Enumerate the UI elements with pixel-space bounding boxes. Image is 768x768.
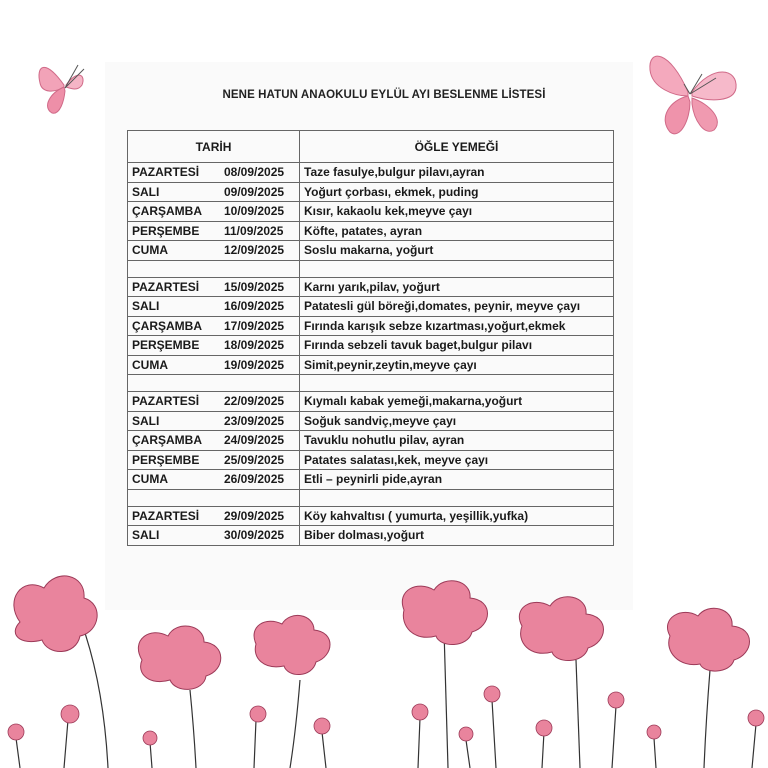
day-name: SALI [132,413,160,428]
day-name: SALI [132,528,160,543]
week-separator-row [128,260,614,277]
menu-table-body [128,163,614,546]
meal-cell: Tavuklu nohutlu pilav, ayran [300,431,614,451]
day-name: CUMA [132,243,168,258]
date-value: 30/09/2025 [224,528,285,543]
date-cell [128,411,300,431]
date-cell [128,277,300,297]
meal-cell: Kıymalı kabak yemeği,makarna,yoğurt [300,392,614,412]
table-row [128,336,614,356]
table-row [128,221,614,241]
day-name: PERŞEMBE [132,223,200,238]
meal-cell: Karnı yarık,pilav, yoğurt [300,277,614,297]
table-row [128,392,614,412]
date-value: 09/09/2025 [224,184,285,199]
table-row [128,163,614,183]
table-row [128,526,614,546]
date-cell [128,450,300,470]
date-column-header: TARİH [128,131,300,163]
date-value: 15/09/2025 [224,279,285,294]
table-row [128,297,614,317]
date-cell [128,526,300,546]
date-cell [128,221,300,241]
table-row [128,277,614,297]
week-separator-row [128,489,614,506]
day-name: ÇARŞAMBA [132,318,202,333]
table-row [128,431,614,451]
butterfly-left-icon [34,55,94,117]
date-value: 24/09/2025 [224,433,285,448]
day-name: ÇARŞAMBA [132,204,202,219]
date-cell [128,202,300,222]
day-name: SALI [132,299,160,314]
meal-cell: Fırında sebzeli tavuk baget,bulgur pilavı [300,336,614,356]
day-name: PERŞEMBE [132,338,200,353]
day-name: PAZARTESİ [132,394,200,409]
date-cell [128,506,300,526]
meal-cell: Etli – peynirli pide,ayran [300,470,614,490]
table-row [128,506,614,526]
flowers-decoration [0,560,768,768]
date-cell [128,297,300,317]
date-cell [128,355,300,375]
day-name: PAZARTESİ [132,279,200,294]
date-cell [128,163,300,183]
date-cell [128,470,300,490]
week-separator-row [128,375,614,392]
meal-cell: Simit,peynir,zeytin,meyve çayı [300,355,614,375]
table-row [128,316,614,336]
meal-cell: Köfte, patates, ayran [300,221,614,241]
date-cell [128,182,300,202]
date-value: 26/09/2025 [224,472,285,487]
day-name: PERŞEMBE [132,452,200,467]
table-header-row [128,131,614,163]
page-title: NENE HATUN ANAOKULU EYLÜL AYI BESLENME LİSTESİ [222,89,546,101]
menu-table [127,130,614,546]
meal-cell: Taze fasulye,bulgur pilavı,ayran [300,163,614,183]
date-cell [128,241,300,261]
meal-cell: Soslu makarna, yoğurt [300,241,614,261]
day-name: PAZARTESİ [132,165,200,180]
date-value: 19/09/2025 [224,357,285,372]
day-name: CUMA [132,472,168,487]
date-cell [128,316,300,336]
date-value: 23/09/2025 [224,413,285,428]
meal-cell: Köy kahvaltısı ( yumurta, yeşillik,yufka) [300,506,614,526]
date-cell [128,392,300,412]
table-row [128,202,614,222]
date-value: 29/09/2025 [224,508,285,523]
date-cell [128,336,300,356]
meal-cell: Kısır, kakaolu kek,meyve çayı [300,202,614,222]
day-name: PAZARTESİ [132,508,200,523]
meal-cell: Biber dolması,yoğurt [300,526,614,546]
table-row [128,450,614,470]
meal-column-header: ÖĞLE YEMEĞİ [300,131,614,163]
table-row [128,355,614,375]
date-value: 11/09/2025 [224,223,284,238]
meal-cell: Yoğurt çorbası, ekmek, puding [300,182,614,202]
meal-cell: Fırında karışık sebze kızartması,yoğurt,ekmek [300,316,614,336]
date-value: 12/09/2025 [224,243,285,258]
date-value: 16/09/2025 [224,299,285,314]
date-value: 18/09/2025 [224,338,285,353]
date-value: 10/09/2025 [224,204,285,219]
day-name: SALI [132,184,160,199]
meal-cell: Patatesli gül böreği,domates, peynir, meyve çayı [300,297,614,317]
date-value: 17/09/2025 [224,318,285,333]
table-row [128,241,614,261]
table-row [128,182,614,202]
date-value: 22/09/2025 [224,394,285,409]
table-row [128,411,614,431]
day-name: ÇARŞAMBA [132,433,202,448]
date-cell [128,431,300,451]
meal-cell: Patates salatası,kek, meyve çayı [300,450,614,470]
meal-cell: Soğuk sandviç,meyve çayı [300,411,614,431]
date-value: 25/09/2025 [224,452,285,467]
table-row [128,470,614,490]
day-name: CUMA [132,357,168,372]
date-value: 08/09/2025 [224,165,285,180]
